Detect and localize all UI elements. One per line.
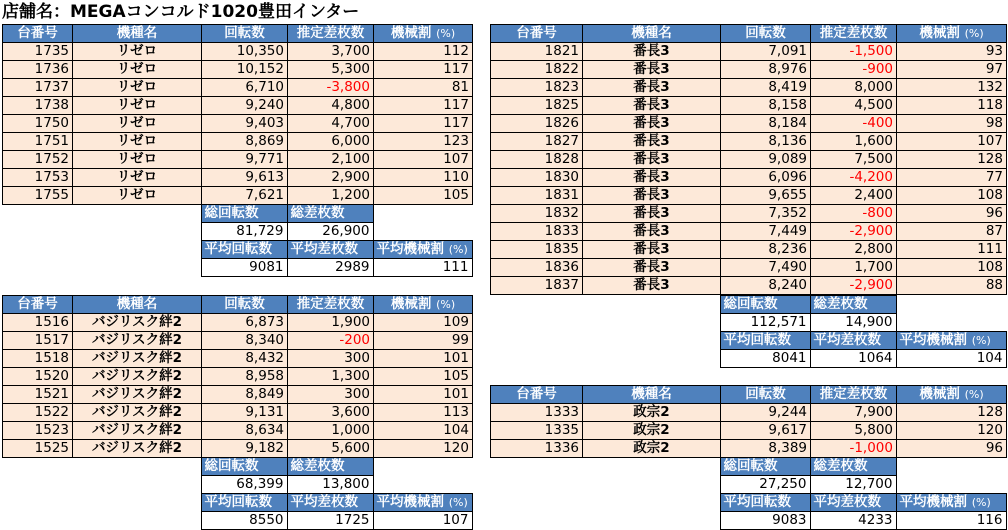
header-est-diff: 推定差枚数	[811, 25, 897, 43]
machine-no-cell: 1825	[491, 97, 583, 115]
machine-no-cell: 1516	[3, 314, 73, 332]
machine-no-cell: 1520	[3, 368, 73, 386]
model-name-cell: 番長3	[583, 151, 721, 169]
est-diff-cell: -200	[288, 332, 374, 350]
spins-cell: 6,710	[202, 79, 288, 97]
value-avg-spins: 9083	[720, 512, 810, 530]
model-name-cell: バジリスク絆2	[73, 350, 202, 368]
value-total-diff: 13,800	[287, 476, 373, 494]
label-avg-diff: 平均差枚数	[287, 241, 373, 259]
machine-no-cell: 1755	[3, 187, 73, 205]
value-avg-spins: 9081	[201, 259, 287, 277]
table-row	[3, 151, 473, 169]
payout-cell: 107	[374, 151, 473, 169]
payout-cell: 101	[374, 386, 473, 404]
machine-no-cell: 1828	[491, 151, 583, 169]
spins-cell: 9,655	[721, 187, 811, 205]
table-row	[3, 61, 473, 79]
header-est-diff: 推定差枚数	[811, 386, 897, 404]
label-avg-diff: 平均差枚数	[810, 494, 896, 512]
table-row	[491, 187, 1007, 205]
value-total-spins: 81,729	[201, 223, 287, 241]
machine-no-cell: 1822	[491, 61, 583, 79]
payout-cell: 87	[897, 223, 1007, 241]
est-diff-cell: 2,400	[811, 187, 897, 205]
est-diff-cell: -900	[811, 61, 897, 79]
spins-cell: 6,096	[721, 169, 811, 187]
header-payout: 機械割 (%)	[374, 296, 473, 314]
group-table-rezero	[2, 24, 473, 205]
est-diff-cell: 5,600	[288, 440, 374, 458]
machine-no-cell: 1737	[3, 79, 73, 97]
label-avg-spins: 平均回転数	[201, 241, 287, 259]
label-avg-diff: 平均差枚数	[287, 494, 373, 512]
spins-cell: 9,244	[721, 404, 811, 422]
model-name-cell: 政宗2	[583, 440, 721, 458]
label-total-diff: 総差枚数	[287, 205, 373, 223]
value-avg-payout: 116	[896, 512, 1006, 530]
payout-cell: 96	[897, 440, 1007, 458]
spins-cell: 7,449	[721, 223, 811, 241]
machine-no-cell: 1738	[3, 97, 73, 115]
label-total-spins: 総回転数	[720, 458, 810, 476]
header-payout: 機械割 (%)	[897, 386, 1007, 404]
spins-cell: 8,240	[721, 277, 811, 295]
table-row	[491, 169, 1007, 187]
model-name-cell: 政宗2	[583, 404, 721, 422]
est-diff-cell: 300	[288, 350, 374, 368]
est-diff-cell: 3,700	[288, 43, 374, 61]
est-diff-cell: 4,700	[288, 115, 374, 133]
header-spins: 回転数	[202, 296, 288, 314]
payout-cell: 132	[897, 79, 1007, 97]
table-row	[3, 440, 473, 458]
spins-cell: 8,958	[202, 368, 288, 386]
header-spins: 回転数	[721, 386, 811, 404]
machine-no-cell: 1753	[3, 169, 73, 187]
model-name-cell: リゼロ	[73, 133, 202, 151]
model-name-cell: リゼロ	[73, 43, 202, 61]
spins-cell: 7,091	[721, 43, 811, 61]
table-row	[491, 404, 1007, 422]
spins-cell: 8,634	[202, 422, 288, 440]
machine-no-cell: 1831	[491, 187, 583, 205]
table-row	[491, 115, 1007, 133]
value-total-spins: 112,571	[720, 314, 810, 332]
spins-cell: 8,184	[721, 115, 811, 133]
spins-cell: 8,340	[202, 332, 288, 350]
model-name-cell: 番長3	[583, 61, 721, 79]
payout-cell: 105	[374, 368, 473, 386]
payout-cell: 98	[897, 115, 1007, 133]
table-row	[491, 151, 1007, 169]
est-diff-cell: -400	[811, 115, 897, 133]
table-row	[491, 133, 1007, 151]
model-name-cell: バジリスク絆2	[73, 332, 202, 350]
value-avg-spins: 8041	[720, 350, 810, 368]
value-avg-spins: 8550	[201, 512, 287, 530]
value-total-spins: 68,399	[201, 476, 287, 494]
value-avg-diff: 4233	[810, 512, 896, 530]
est-diff-cell: 1,900	[288, 314, 374, 332]
table-row	[491, 205, 1007, 223]
table-row	[3, 79, 473, 97]
machine-no-cell: 1751	[3, 133, 73, 151]
model-name-cell: 番長3	[583, 79, 721, 97]
table-row	[3, 187, 473, 205]
spins-cell: 8,389	[721, 440, 811, 458]
spins-cell: 9,131	[202, 404, 288, 422]
label-avg-payout: 平均機械割 (%)	[896, 332, 1006, 350]
table-row	[491, 440, 1007, 458]
spins-cell: 10,152	[202, 61, 288, 79]
model-name-cell: 番長3	[583, 115, 721, 133]
payout-cell: 97	[897, 61, 1007, 79]
est-diff-cell: 8,000	[811, 79, 897, 97]
model-name-cell: 番長3	[583, 97, 721, 115]
machine-no-cell: 1523	[3, 422, 73, 440]
table-row	[3, 115, 473, 133]
spins-cell: 8,432	[202, 350, 288, 368]
value-avg-diff: 2989	[287, 259, 373, 277]
group-table-basilisk	[2, 295, 473, 458]
model-name-cell: リゼロ	[73, 79, 202, 97]
model-name-cell: バジリスク絆2	[73, 314, 202, 332]
label-total-diff: 総差枚数	[810, 296, 896, 314]
machine-no-cell: 1833	[491, 223, 583, 241]
est-diff-cell: 300	[288, 386, 374, 404]
model-name-cell: バジリスク絆2	[73, 368, 202, 386]
table-row	[3, 332, 473, 350]
model-name-cell: バジリスク絆2	[73, 422, 202, 440]
payout-cell: 109	[374, 314, 473, 332]
model-name-cell: リゼロ	[73, 169, 202, 187]
payout-cell: 81	[374, 79, 473, 97]
model-name-cell: リゼロ	[73, 97, 202, 115]
model-name-cell: リゼロ	[73, 151, 202, 169]
payout-cell: 117	[374, 97, 473, 115]
model-name-cell: リゼロ	[73, 61, 202, 79]
est-diff-cell: 4,800	[288, 97, 374, 115]
spins-cell: 9,771	[202, 151, 288, 169]
est-diff-cell: 1,200	[288, 187, 374, 205]
spins-cell: 7,352	[721, 205, 811, 223]
machine-no-cell: 1837	[491, 277, 583, 295]
header-machine-no: 台番号	[491, 386, 583, 404]
est-diff-cell: 5,300	[288, 61, 374, 79]
value-total-diff: 12,700	[810, 476, 896, 494]
label-total-spins: 総回転数	[201, 458, 287, 476]
header-est-diff: 推定差枚数	[288, 25, 374, 43]
header-machine-no: 台番号	[3, 296, 73, 314]
table-row	[491, 277, 1007, 295]
machine-no-cell: 1827	[491, 133, 583, 151]
machine-no-cell: 1521	[3, 386, 73, 404]
payout-cell: 111	[897, 241, 1007, 259]
table-row	[3, 133, 473, 151]
est-diff-cell: 1,000	[288, 422, 374, 440]
payout-cell: 118	[897, 97, 1007, 115]
spins-cell: 8,236	[721, 241, 811, 259]
value-avg-payout: 104	[896, 350, 1006, 368]
est-diff-cell: -2,900	[811, 277, 897, 295]
spins-cell: 10,350	[202, 43, 288, 61]
machine-no-cell: 1823	[491, 79, 583, 97]
machine-no-cell: 1736	[3, 61, 73, 79]
value-total-diff: 14,900	[810, 314, 896, 332]
payout-cell: 117	[374, 115, 473, 133]
machine-no-cell: 1518	[3, 350, 73, 368]
table-row	[491, 422, 1007, 440]
machine-no-cell: 1821	[491, 43, 583, 61]
spins-cell: 9,613	[202, 169, 288, 187]
header-machine-no: 台番号	[3, 25, 73, 43]
header-spins: 回転数	[721, 25, 811, 43]
model-name-cell: バジリスク絆2	[73, 386, 202, 404]
payout-cell: 117	[374, 61, 473, 79]
machine-no-cell: 1335	[491, 422, 583, 440]
spins-cell: 8,869	[202, 133, 288, 151]
model-name-cell: 番長3	[583, 277, 721, 295]
machine-no-cell: 1835	[491, 241, 583, 259]
label-avg-payout: 平均機械割 (%)	[896, 494, 1006, 512]
value-avg-payout: 107	[373, 512, 472, 530]
machine-no-cell: 1832	[491, 205, 583, 223]
payout-cell: 108	[897, 187, 1007, 205]
est-diff-cell: 3,600	[288, 404, 374, 422]
value-avg-payout: 111	[373, 259, 472, 277]
table-row	[491, 79, 1007, 97]
label-avg-spins: 平均回転数	[720, 494, 810, 512]
payout-cell: 93	[897, 43, 1007, 61]
spins-cell: 9,089	[721, 151, 811, 169]
header-model-name: 機種名	[583, 386, 721, 404]
table-row	[3, 350, 473, 368]
machine-no-cell: 1522	[3, 404, 73, 422]
est-diff-cell: -800	[811, 205, 897, 223]
est-diff-cell: -1,000	[811, 440, 897, 458]
group-summary-rezero	[2, 204, 473, 277]
table-row	[491, 223, 1007, 241]
payout-cell: 107	[897, 133, 1007, 151]
table-header-row	[491, 25, 1007, 43]
header-model-name: 機種名	[73, 296, 202, 314]
payout-cell: 88	[897, 277, 1007, 295]
spins-cell: 7,490	[721, 259, 811, 277]
group-table-bancho	[490, 24, 1007, 295]
est-diff-cell: 1,600	[811, 133, 897, 151]
table-header-row	[491, 386, 1007, 404]
spins-cell: 8,158	[721, 97, 811, 115]
machine-no-cell: 1333	[491, 404, 583, 422]
header-model-name: 機種名	[73, 25, 202, 43]
payout-cell: 113	[374, 404, 473, 422]
table-row	[3, 169, 473, 187]
model-name-cell: リゼロ	[73, 115, 202, 133]
spins-cell: 8,849	[202, 386, 288, 404]
label-avg-payout: 平均機械割 (%)	[373, 494, 472, 512]
payout-cell: 99	[374, 332, 473, 350]
est-diff-cell: -1,500	[811, 43, 897, 61]
table-row	[3, 404, 473, 422]
model-name-cell: 番長3	[583, 169, 721, 187]
label-total-diff: 総差枚数	[810, 458, 896, 476]
table-row	[491, 241, 1007, 259]
est-diff-cell: 5,800	[811, 422, 897, 440]
value-avg-diff: 1064	[810, 350, 896, 368]
value-total-diff: 26,900	[287, 223, 373, 241]
spins-cell: 9,182	[202, 440, 288, 458]
payout-cell: 120	[897, 422, 1007, 440]
header-payout: 機械割 (%)	[374, 25, 473, 43]
payout-cell: 77	[897, 169, 1007, 187]
spins-cell: 8,136	[721, 133, 811, 151]
group-summary-masamune	[490, 457, 1007, 530]
table-row	[491, 259, 1007, 277]
store-title: 店舗名：MEGAコンコルド1020豊田インター	[2, 2, 360, 22]
table-row	[3, 368, 473, 386]
table-row	[3, 97, 473, 115]
payout-cell: 108	[897, 259, 1007, 277]
header-spins: 回転数	[202, 25, 288, 43]
machine-no-cell: 1735	[3, 43, 73, 61]
machine-no-cell: 1836	[491, 259, 583, 277]
table-header-row	[3, 25, 473, 43]
model-name-cell: リゼロ	[73, 187, 202, 205]
label-total-diff: 総差枚数	[287, 458, 373, 476]
table-row	[491, 97, 1007, 115]
table-row	[3, 43, 473, 61]
label-avg-spins: 平均回転数	[720, 332, 810, 350]
est-diff-cell: 7,500	[811, 151, 897, 169]
model-name-cell: 番長3	[583, 241, 721, 259]
table-row	[491, 61, 1007, 79]
spins-cell: 9,617	[721, 422, 811, 440]
spins-cell: 7,621	[202, 187, 288, 205]
machine-no-cell: 1750	[3, 115, 73, 133]
table-row	[491, 43, 1007, 61]
label-avg-spins: 平均回転数	[201, 494, 287, 512]
spins-cell: 8,976	[721, 61, 811, 79]
group-table-masamune	[490, 385, 1007, 458]
model-name-cell: バジリスク絆2	[73, 440, 202, 458]
model-name-cell: 政宗2	[583, 422, 721, 440]
est-diff-cell: 7,900	[811, 404, 897, 422]
machine-no-cell: 1826	[491, 115, 583, 133]
machine-no-cell: 1525	[3, 440, 73, 458]
payout-cell: 110	[374, 169, 473, 187]
model-name-cell: 番長3	[583, 223, 721, 241]
est-diff-cell: -2,900	[811, 223, 897, 241]
model-name-cell: 番長3	[583, 43, 721, 61]
label-total-spins: 総回転数	[720, 296, 810, 314]
spins-cell: 8,419	[721, 79, 811, 97]
value-avg-diff: 1725	[287, 512, 373, 530]
label-total-spins: 総回転数	[201, 205, 287, 223]
group-summary-basilisk	[2, 457, 473, 530]
model-name-cell: 番長3	[583, 205, 721, 223]
header-machine-no: 台番号	[491, 25, 583, 43]
machine-no-cell: 1830	[491, 169, 583, 187]
spins-cell: 6,873	[202, 314, 288, 332]
group-summary-bancho	[490, 295, 1007, 368]
payout-cell: 120	[374, 440, 473, 458]
payout-cell: 101	[374, 350, 473, 368]
spins-cell: 9,240	[202, 97, 288, 115]
value-total-spins: 27,250	[720, 476, 810, 494]
est-diff-cell: 1,300	[288, 368, 374, 386]
table-row	[3, 422, 473, 440]
table-row	[3, 314, 473, 332]
est-diff-cell: 2,900	[288, 169, 374, 187]
header-est-diff: 推定差枚数	[288, 296, 374, 314]
model-name-cell: バジリスク絆2	[73, 404, 202, 422]
model-name-cell: 番長3	[583, 133, 721, 151]
header-payout: 機械割 (%)	[897, 25, 1007, 43]
table-row	[3, 386, 473, 404]
machine-no-cell: 1752	[3, 151, 73, 169]
machine-no-cell: 1517	[3, 332, 73, 350]
spins-cell: 9,403	[202, 115, 288, 133]
machine-no-cell: 1336	[491, 440, 583, 458]
est-diff-cell: -3,800	[288, 79, 374, 97]
label-avg-payout: 平均機械割 (%)	[373, 241, 472, 259]
est-diff-cell: 4,500	[811, 97, 897, 115]
est-diff-cell: 2,100	[288, 151, 374, 169]
table-header-row	[3, 296, 473, 314]
payout-cell: 128	[897, 151, 1007, 169]
model-name-cell: 番長3	[583, 259, 721, 277]
est-diff-cell: 6,000	[288, 133, 374, 151]
est-diff-cell: -4,200	[811, 169, 897, 187]
est-diff-cell: 1,700	[811, 259, 897, 277]
payout-cell: 128	[897, 404, 1007, 422]
payout-cell: 123	[374, 133, 473, 151]
est-diff-cell: 2,800	[811, 241, 897, 259]
payout-cell: 112	[374, 43, 473, 61]
label-avg-diff: 平均差枚数	[810, 332, 896, 350]
payout-cell: 105	[374, 187, 473, 205]
payout-cell: 104	[374, 422, 473, 440]
payout-cell: 96	[897, 205, 1007, 223]
model-name-cell: 番長3	[583, 187, 721, 205]
header-model-name: 機種名	[583, 25, 721, 43]
